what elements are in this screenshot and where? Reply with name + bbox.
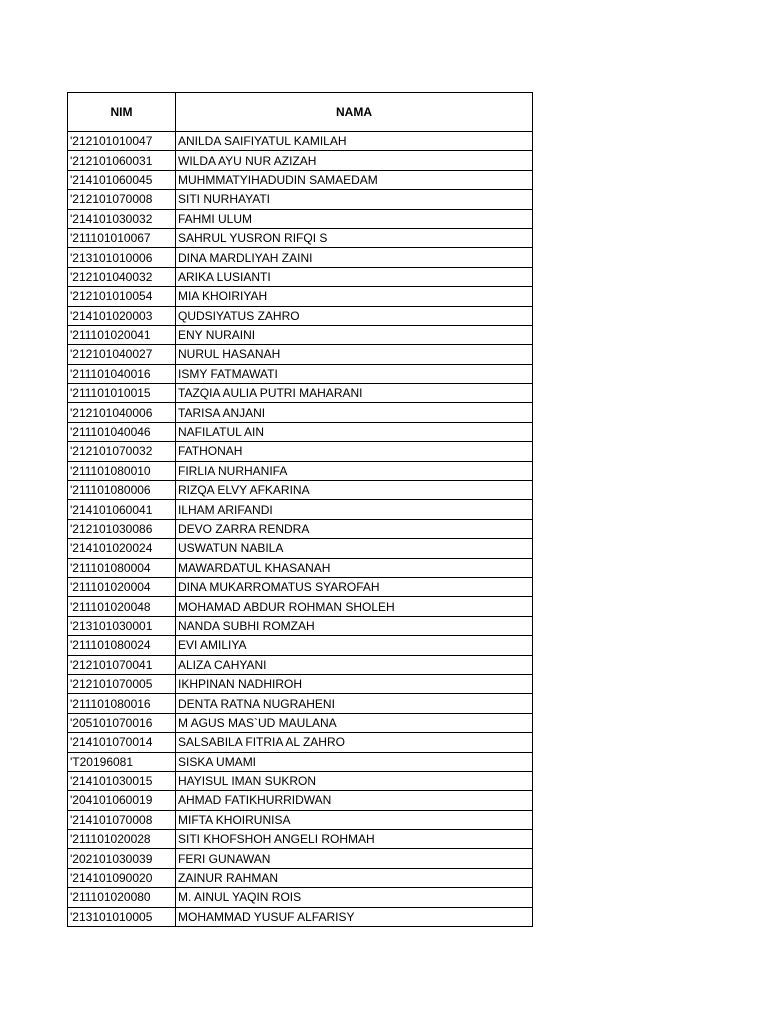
- cell-nama: MAWARDATUL KHASANAH: [176, 558, 533, 577]
- table-row: [68, 616, 533, 635]
- cell-nama: SISKA UMAMI: [176, 752, 533, 771]
- table-row: [68, 481, 533, 500]
- cell-nama: NURUL HASANAH: [176, 345, 533, 364]
- table-row: [68, 132, 533, 151]
- table-row: [68, 384, 533, 403]
- cell-nama: EVI AMILIYA: [176, 636, 533, 655]
- cell-nama: FIRLIA NURHANIFA: [176, 461, 533, 480]
- cell-nama: USWATUN NABILA: [176, 539, 533, 558]
- table-row: [68, 519, 533, 538]
- table-row: [68, 364, 533, 383]
- cell-nim: '212101010054: [68, 287, 176, 306]
- cell-nim: '212101040032: [68, 267, 176, 286]
- cell-nama: DEVO ZARRA RENDRA: [176, 519, 533, 538]
- cell-nim: 'T20196081: [68, 752, 176, 771]
- cell-nim: '211101010067: [68, 228, 176, 247]
- table-row: [68, 306, 533, 325]
- cell-nim: '213101010005: [68, 907, 176, 926]
- header-row: [68, 93, 533, 132]
- cell-nama: SALSABILA FITRIA AL ZAHRO: [176, 733, 533, 752]
- cell-nama: ARIKA LUSIANTI: [176, 267, 533, 286]
- cell-nama: RIZQA ELVY AFKARINA: [176, 481, 533, 500]
- cell-nama: NAFILATUL AIN: [176, 422, 533, 441]
- table-row: [68, 190, 533, 209]
- cell-nim: '204101060019: [68, 791, 176, 810]
- table-row: [68, 577, 533, 596]
- table-row: [68, 597, 533, 616]
- cell-nama: MOHAMMAD YUSUF ALFARISY: [176, 907, 533, 926]
- table-row: [68, 287, 533, 306]
- table-row: [68, 868, 533, 887]
- cell-nama: MIFTA KHOIRUNISA: [176, 810, 533, 829]
- column-header-nama: NAMA: [176, 93, 533, 132]
- table-row: [68, 888, 533, 907]
- cell-nim: '211101080010: [68, 461, 176, 480]
- table-row: [68, 636, 533, 655]
- table-row: [68, 849, 533, 868]
- cell-nama: SAHRUL YUSRON RIFQI S: [176, 228, 533, 247]
- table-row: [68, 500, 533, 519]
- cell-nama: SITI NURHAYATI: [176, 190, 533, 209]
- cell-nim: '214101020003: [68, 306, 176, 325]
- cell-nim: '212101070032: [68, 442, 176, 461]
- cell-nim: '211101020041: [68, 325, 176, 344]
- table-body: [68, 132, 533, 927]
- cell-nim: '212101040006: [68, 403, 176, 422]
- table-row: [68, 209, 533, 228]
- cell-nim: '214101060041: [68, 500, 176, 519]
- cell-nim: '212101040027: [68, 345, 176, 364]
- table-row: [68, 830, 533, 849]
- cell-nama: M AGUS MAS`UD MAULANA: [176, 713, 533, 732]
- cell-nim: '214101030032: [68, 209, 176, 228]
- cell-nim: '212101070041: [68, 655, 176, 674]
- table-header: [68, 93, 533, 132]
- table-row: [68, 752, 533, 771]
- student-table: [67, 92, 533, 927]
- table-row: [68, 558, 533, 577]
- cell-nama: DINA MUKARROMATUS SYAROFAH: [176, 577, 533, 596]
- cell-nim: '214101020024: [68, 539, 176, 558]
- table-row: [68, 403, 533, 422]
- table-row: [68, 345, 533, 364]
- cell-nama: ILHAM ARIFANDI: [176, 500, 533, 519]
- table-row: [68, 170, 533, 189]
- cell-nim: '211101020028: [68, 830, 176, 849]
- cell-nama: TARISA ANJANI: [176, 403, 533, 422]
- table-row: [68, 267, 533, 286]
- table-row: [68, 713, 533, 732]
- cell-nama: ANILDA SAIFIYATUL KAMILAH: [176, 132, 533, 151]
- cell-nim: '212101030086: [68, 519, 176, 538]
- cell-nim: '211101040046: [68, 422, 176, 441]
- cell-nim: '211101020080: [68, 888, 176, 907]
- cell-nim: '202101030039: [68, 849, 176, 868]
- cell-nim: '214101060045: [68, 170, 176, 189]
- cell-nama: SITI KHOFSHOH ANGELI ROHMAH: [176, 830, 533, 849]
- cell-nim: '211101010015: [68, 384, 176, 403]
- cell-nama: FAHMI ULUM: [176, 209, 533, 228]
- table-row: [68, 655, 533, 674]
- cell-nim: '214101090020: [68, 868, 176, 887]
- cell-nim: '211101080004: [68, 558, 176, 577]
- cell-nim: '205101070016: [68, 713, 176, 732]
- cell-nama: ENY NURAINI: [176, 325, 533, 344]
- cell-nama: IKHPINAN NADHIROH: [176, 674, 533, 693]
- cell-nama: DINA MARDLIYAH ZAINI: [176, 248, 533, 267]
- cell-nama: FERI GUNAWAN: [176, 849, 533, 868]
- table-row: [68, 248, 533, 267]
- cell-nim: '211101020004: [68, 577, 176, 596]
- cell-nim: '212101060031: [68, 151, 176, 170]
- table-row: [68, 539, 533, 558]
- table-row: [68, 422, 533, 441]
- cell-nim: '214101070008: [68, 810, 176, 829]
- cell-nama: ALIZA CAHYANI: [176, 655, 533, 674]
- cell-nama: ZAINUR RAHMAN: [176, 868, 533, 887]
- cell-nim: '212101070008: [68, 190, 176, 209]
- cell-nim: '214101070014: [68, 733, 176, 752]
- cell-nama: QUDSIYATUS ZAHRO: [176, 306, 533, 325]
- table-row: [68, 771, 533, 790]
- table-row: [68, 810, 533, 829]
- column-header-nim: NIM: [68, 93, 176, 132]
- cell-nim: '211101080006: [68, 481, 176, 500]
- table-row: [68, 674, 533, 693]
- table-row: [68, 325, 533, 344]
- cell-nama: M. AINUL YAQIN ROIS: [176, 888, 533, 907]
- cell-nim: '214101030015: [68, 771, 176, 790]
- table-row: [68, 442, 533, 461]
- cell-nim: '211101020048: [68, 597, 176, 616]
- cell-nim: '211101040016: [68, 364, 176, 383]
- table-row: [68, 461, 533, 480]
- cell-nama: ISMY FATMAWATI: [176, 364, 533, 383]
- cell-nama: AHMAD FATIKHURRIDWAN: [176, 791, 533, 810]
- cell-nim: '213101030001: [68, 616, 176, 635]
- cell-nim: '213101010006: [68, 248, 176, 267]
- cell-nama: MIA KHOIRIYAH: [176, 287, 533, 306]
- table-row: [68, 694, 533, 713]
- table-row: [68, 228, 533, 247]
- student-list-sheet: [67, 92, 532, 927]
- cell-nama: FATHONAH: [176, 442, 533, 461]
- cell-nim: '211101080016: [68, 694, 176, 713]
- cell-nim: '211101080024: [68, 636, 176, 655]
- cell-nim: '212101070005: [68, 674, 176, 693]
- cell-nama: WILDA AYU NUR AZIZAH: [176, 151, 533, 170]
- cell-nama: MUHMMATYIHADUDIN SAMAEDAM: [176, 170, 533, 189]
- table-row: [68, 151, 533, 170]
- cell-nama: NANDA SUBHI ROMZAH: [176, 616, 533, 635]
- table-row: [68, 907, 533, 926]
- cell-nama: DENTA RATNA NUGRAHENI: [176, 694, 533, 713]
- cell-nama: HAYISUL IMAN SUKRON: [176, 771, 533, 790]
- cell-nama: TAZQIA AULIA PUTRI MAHARANI: [176, 384, 533, 403]
- table-row: [68, 791, 533, 810]
- cell-nim: '212101010047: [68, 132, 176, 151]
- table-row: [68, 733, 533, 752]
- cell-nama: MOHAMAD ABDUR ROHMAN SHOLEH: [176, 597, 533, 616]
